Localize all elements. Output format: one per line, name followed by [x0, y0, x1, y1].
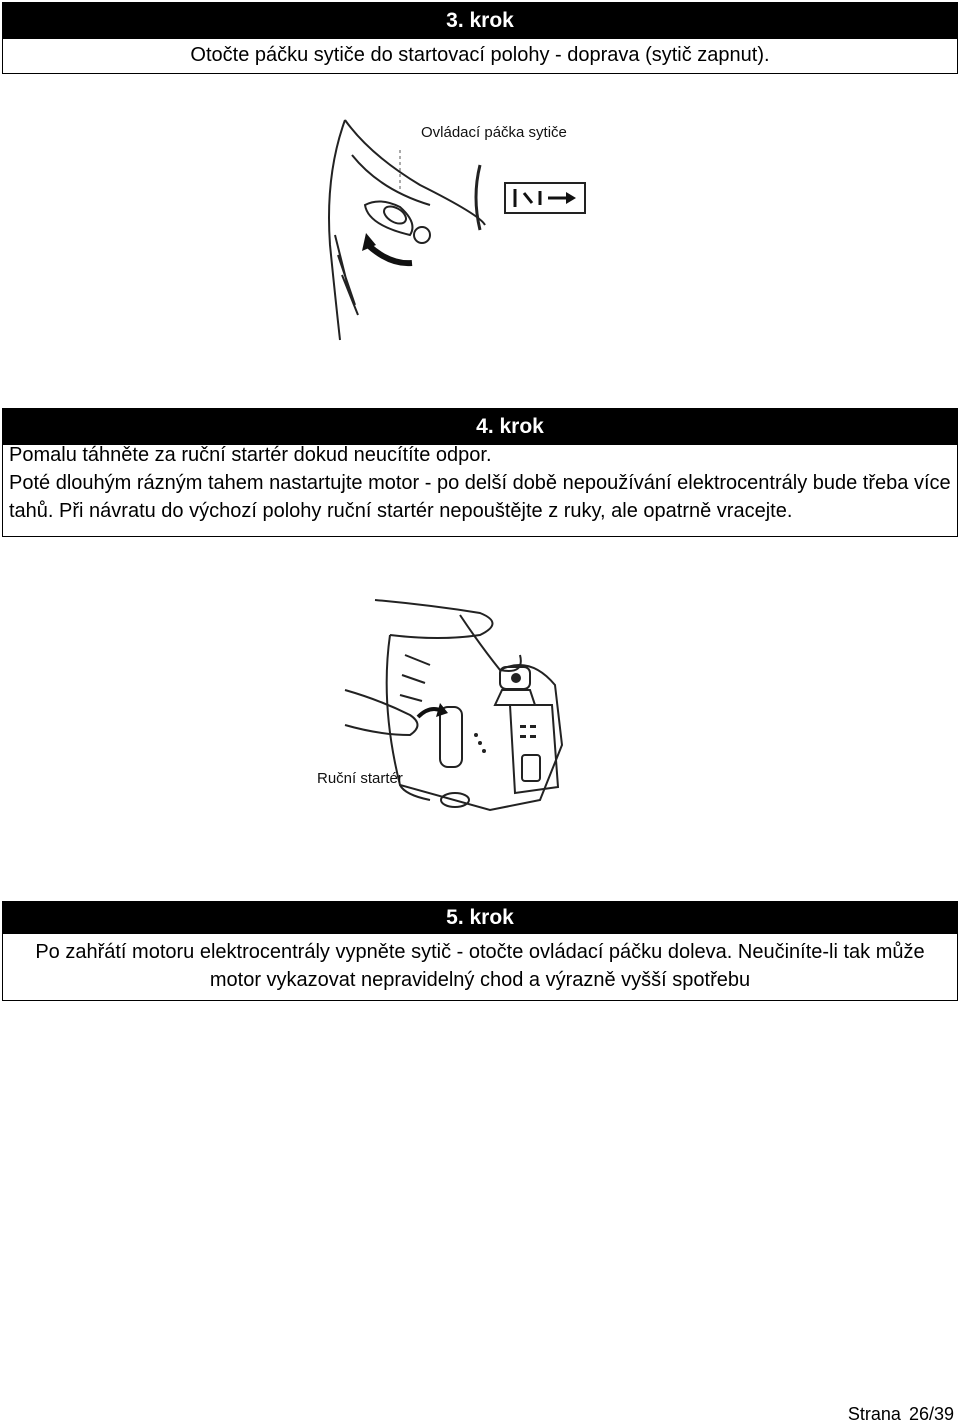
- choke-lever-caption: Ovládací páčka sytiče: [421, 124, 567, 141]
- step4-title: 4. krok: [3, 409, 957, 445]
- step3-box: [2, 2, 958, 74]
- step4-line2: Poté dlouhým rázným tahem nastartujte motor - po delší době nepoužívání elektrocentrály bude třeba více tahů. Při návratu do výchozí polohy ruční startér nepouštějte z ruky, ale opatrně vracejte.: [9, 472, 951, 522]
- step5-box: [2, 901, 958, 1001]
- step5-text: Po zahřátí motoru elektrocentrály vypněte sytič - otočte ovládací páčku doleva. Neučiníte-li tak může motor vykazovat nepravidelný chod a výrazně vyšší spotřebu: [35, 941, 925, 991]
- manual-starter-illustration: [330, 595, 590, 825]
- step3-title: 3. krok: [3, 3, 957, 39]
- manual-starter-caption: Ruční startér: [317, 770, 403, 787]
- page-label: Strana: [847, 1404, 901, 1424]
- page-footer: [840, 1404, 954, 1425]
- step4-box: [2, 408, 958, 537]
- page-number: 26/39: [908, 1404, 954, 1424]
- step4-line1: Pomalu táhněte za ruční startér dokud neucítíte odpor.: [9, 444, 492, 466]
- step3-text: Otočte páčku sytiče do startovací polohy - doprava (sytič zapnut).: [190, 44, 770, 66]
- step5-title: 5. krok: [3, 902, 957, 934]
- choke-lever-illustration: [310, 115, 600, 345]
